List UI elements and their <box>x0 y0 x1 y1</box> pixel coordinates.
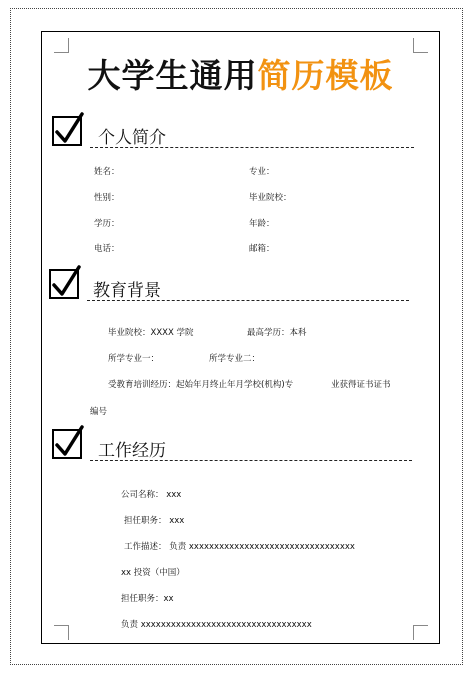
field-degree: 学历： <box>94 219 120 229</box>
section-title-personal: 个人简介 <box>98 128 166 148</box>
field-phone: 电话： <box>94 244 120 254</box>
section-title-education: 教育背景 <box>93 281 161 301</box>
field-school: 毕业院校： <box>249 193 292 203</box>
field-email: 邮箱： <box>249 244 275 254</box>
crop-mark-bottom-left <box>54 625 69 640</box>
field-certificates: 业获得证书证书 <box>331 380 391 390</box>
field-name: 姓名： <box>94 167 120 177</box>
title-part-black: 大学生通用 <box>87 56 258 95</box>
field-company-2: xx 投资（中国） <box>121 568 185 578</box>
section-divider <box>90 147 414 148</box>
field-responsibility-2: 负责 xxxxxxxxxxxxxxxxxxxxxxxxxxxxxxxxxx <box>121 620 312 630</box>
field-job-description: 工作描述： 负责 xxxxxxxxxxxxxxxxxxxxxxxxxxxxxxxxx <box>124 542 355 552</box>
checkmark-icon <box>52 429 82 459</box>
field-gender: 性别： <box>94 193 120 203</box>
resume-title <box>42 50 439 97</box>
resume-page <box>41 31 440 644</box>
field-major-2: 所学专业二： <box>209 354 261 364</box>
field-major: 专业： <box>249 167 275 177</box>
section-header-personal <box>42 114 439 154</box>
title-part-orange: 简历模板 <box>257 56 394 95</box>
field-company-name: 公司名称： xxx <box>121 490 182 500</box>
crop-mark-bottom-right <box>413 625 428 640</box>
field-position-2: 担任职务：xx <box>121 594 174 604</box>
checkmark-icon <box>49 269 79 299</box>
field-age: 年龄： <box>249 219 275 229</box>
field-highest-degree: 最高学历：本科 <box>247 328 307 338</box>
field-graduate-school: 毕业院校：XXXX 学院 <box>108 328 194 338</box>
field-major-1: 所学专业一： <box>108 354 160 364</box>
field-position: 担任职务： xxx <box>124 516 185 526</box>
section-header-work <box>42 427 439 467</box>
field-cert-number: 编号 <box>90 407 108 417</box>
section-divider <box>90 460 412 461</box>
section-divider <box>87 300 409 301</box>
section-header-education <box>42 267 439 307</box>
section-title-work: 工作经历 <box>98 441 166 461</box>
field-training-history: 受教育培训经历：起始年月终止年月学校(机构)专 <box>108 380 294 390</box>
checkmark-icon <box>52 116 82 146</box>
